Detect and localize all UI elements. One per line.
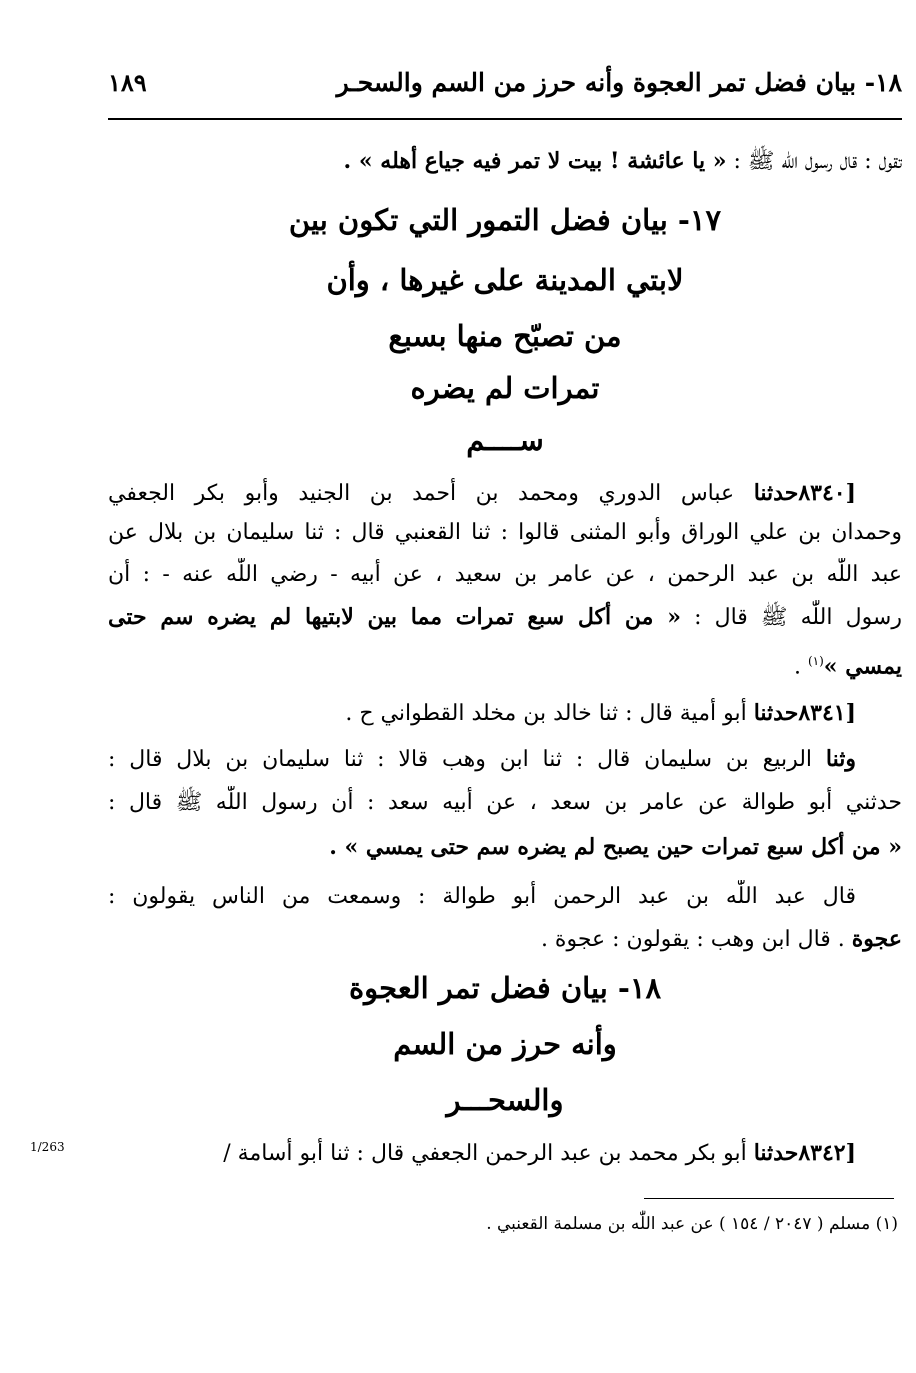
- chapter-18-line-1: ١٨- بيان فضل تمر العجوة: [348, 971, 662, 1005]
- hadith-8341-line-6: [108, 922, 902, 958]
- hadith-opener: حدثنا: [753, 480, 799, 506]
- chapter-18-line-3: والسحـــر: [446, 1083, 564, 1117]
- hadith-text: عباس الدوري ومحمد بن أحمد بن الجنيد وأبو بكر الجعفي: [108, 481, 735, 506]
- hadith-text: .: [793, 654, 808, 680]
- chapter-18-line-2: وأنه حرز من السم: [393, 1027, 617, 1061]
- hadith-8340-line-4: [108, 600, 902, 636]
- hadith-8341-line-3: حدثني أبو طوالة عن عامر بن سعد ، عن أبيه سعد : أن رسول اللّٰه ﷺ قال :: [108, 790, 902, 815]
- hadith-text: أبو أمية قال : ثنا خالد بن مخلد القطواني ح .: [345, 701, 747, 726]
- chapter-17-line-2: لابتي المدينة على غيرها ، وأن: [326, 263, 684, 297]
- hadith-text: أبو بكر محمد بن عبد الرحمن الجعفي قال : ثنا أبو أسامة /: [223, 1141, 747, 1166]
- hadith-quote: عجوة: [851, 926, 902, 952]
- chapter-17-mark: ســــم: [466, 423, 544, 457]
- hadith-opener: حدثنا: [753, 700, 799, 726]
- page-number: ١٨٩: [108, 68, 147, 97]
- hadith-8341-line-5: قال عبد اللّٰه بن عبد الرحمن أبو طوالة : وسمعت من الناس يقولون :: [108, 884, 856, 909]
- hadith-8341-line-1: [108, 696, 856, 732]
- intro-line: [108, 144, 902, 180]
- hadith-number: [٨٣٤٠: [798, 480, 856, 506]
- hadith-8340-line-1: [108, 476, 856, 512]
- hadith-opener: حدثنا: [753, 1140, 799, 1166]
- hadith-8340-line-3: عبد اللّٰه بن عبد الرحمن ، عن عامر بن سعيد ، عن أبيه - رضي اللّٰه عنه - : أن: [108, 562, 902, 587]
- running-header: [108, 68, 902, 108]
- hadith-quote: « من أكل سبع تمرات مما بين لابتيها لم يضره سم حتى: [108, 604, 681, 630]
- hadith-number: [٨٣٤٢: [798, 1140, 856, 1166]
- header-rule: [108, 118, 902, 120]
- footnote-rule: [644, 1198, 894, 1199]
- hadith-opener: وثنا: [825, 746, 856, 772]
- hadith-8342-line-1: [96, 1136, 856, 1172]
- chapter-17-line-4: تمرات لم يضره: [410, 371, 600, 405]
- hadith-quote: يمسي »: [823, 653, 902, 680]
- chapter-17-line-1: ١٧- بيان فضل التمور التي تكون بين: [288, 203, 722, 237]
- hadith-text: . قال ابن وهب : يقولون : عجوة .: [540, 927, 852, 952]
- chapter-17-line-3: من تصبّح منها بسبع: [388, 319, 622, 353]
- intro-text: تقول : قال رسول اللّٰه ﷺ :: [726, 149, 902, 174]
- footnote-ref: (١): [807, 654, 824, 668]
- hadith-8340-line-5: [108, 644, 902, 680]
- hadith-text: الربيع بن سليمان قال : ثنا ابن وهب قالا : ثنا سليمان بن بلال قال :: [108, 747, 813, 772]
- hadith-8341-line-2: [108, 742, 856, 778]
- footnote: (١) مسلم ( ٢٠٤٧ / ١٥٤ ) عن عبد اللّٰه بن مسلمة القعنبي .: [486, 1214, 898, 1234]
- intro-quote: « يا عائشة ! بيت لا تمر فيه جياع أهله » .: [343, 148, 727, 174]
- running-title: ١٨- بيان فضل تمر العجوة وأنه حرز من السم والسحـر: [336, 68, 902, 97]
- hadith-8340-line-2: وحمدان بن علي الوراق وأبو المثنى قالوا : ثنا القعنبي قال : ثنا سليمان بن بلال عن: [108, 520, 902, 545]
- hadith-text: رسول اللّٰه ﷺ قال :: [680, 605, 902, 630]
- margin-note: 1/263: [30, 1140, 65, 1154]
- hadith-number: [٨٣٤١: [798, 700, 856, 726]
- hadith-8341-line-4: « من أكل سبع تمرات حين يصبح لم يضره سم حتى يمسي » .: [329, 834, 902, 860]
